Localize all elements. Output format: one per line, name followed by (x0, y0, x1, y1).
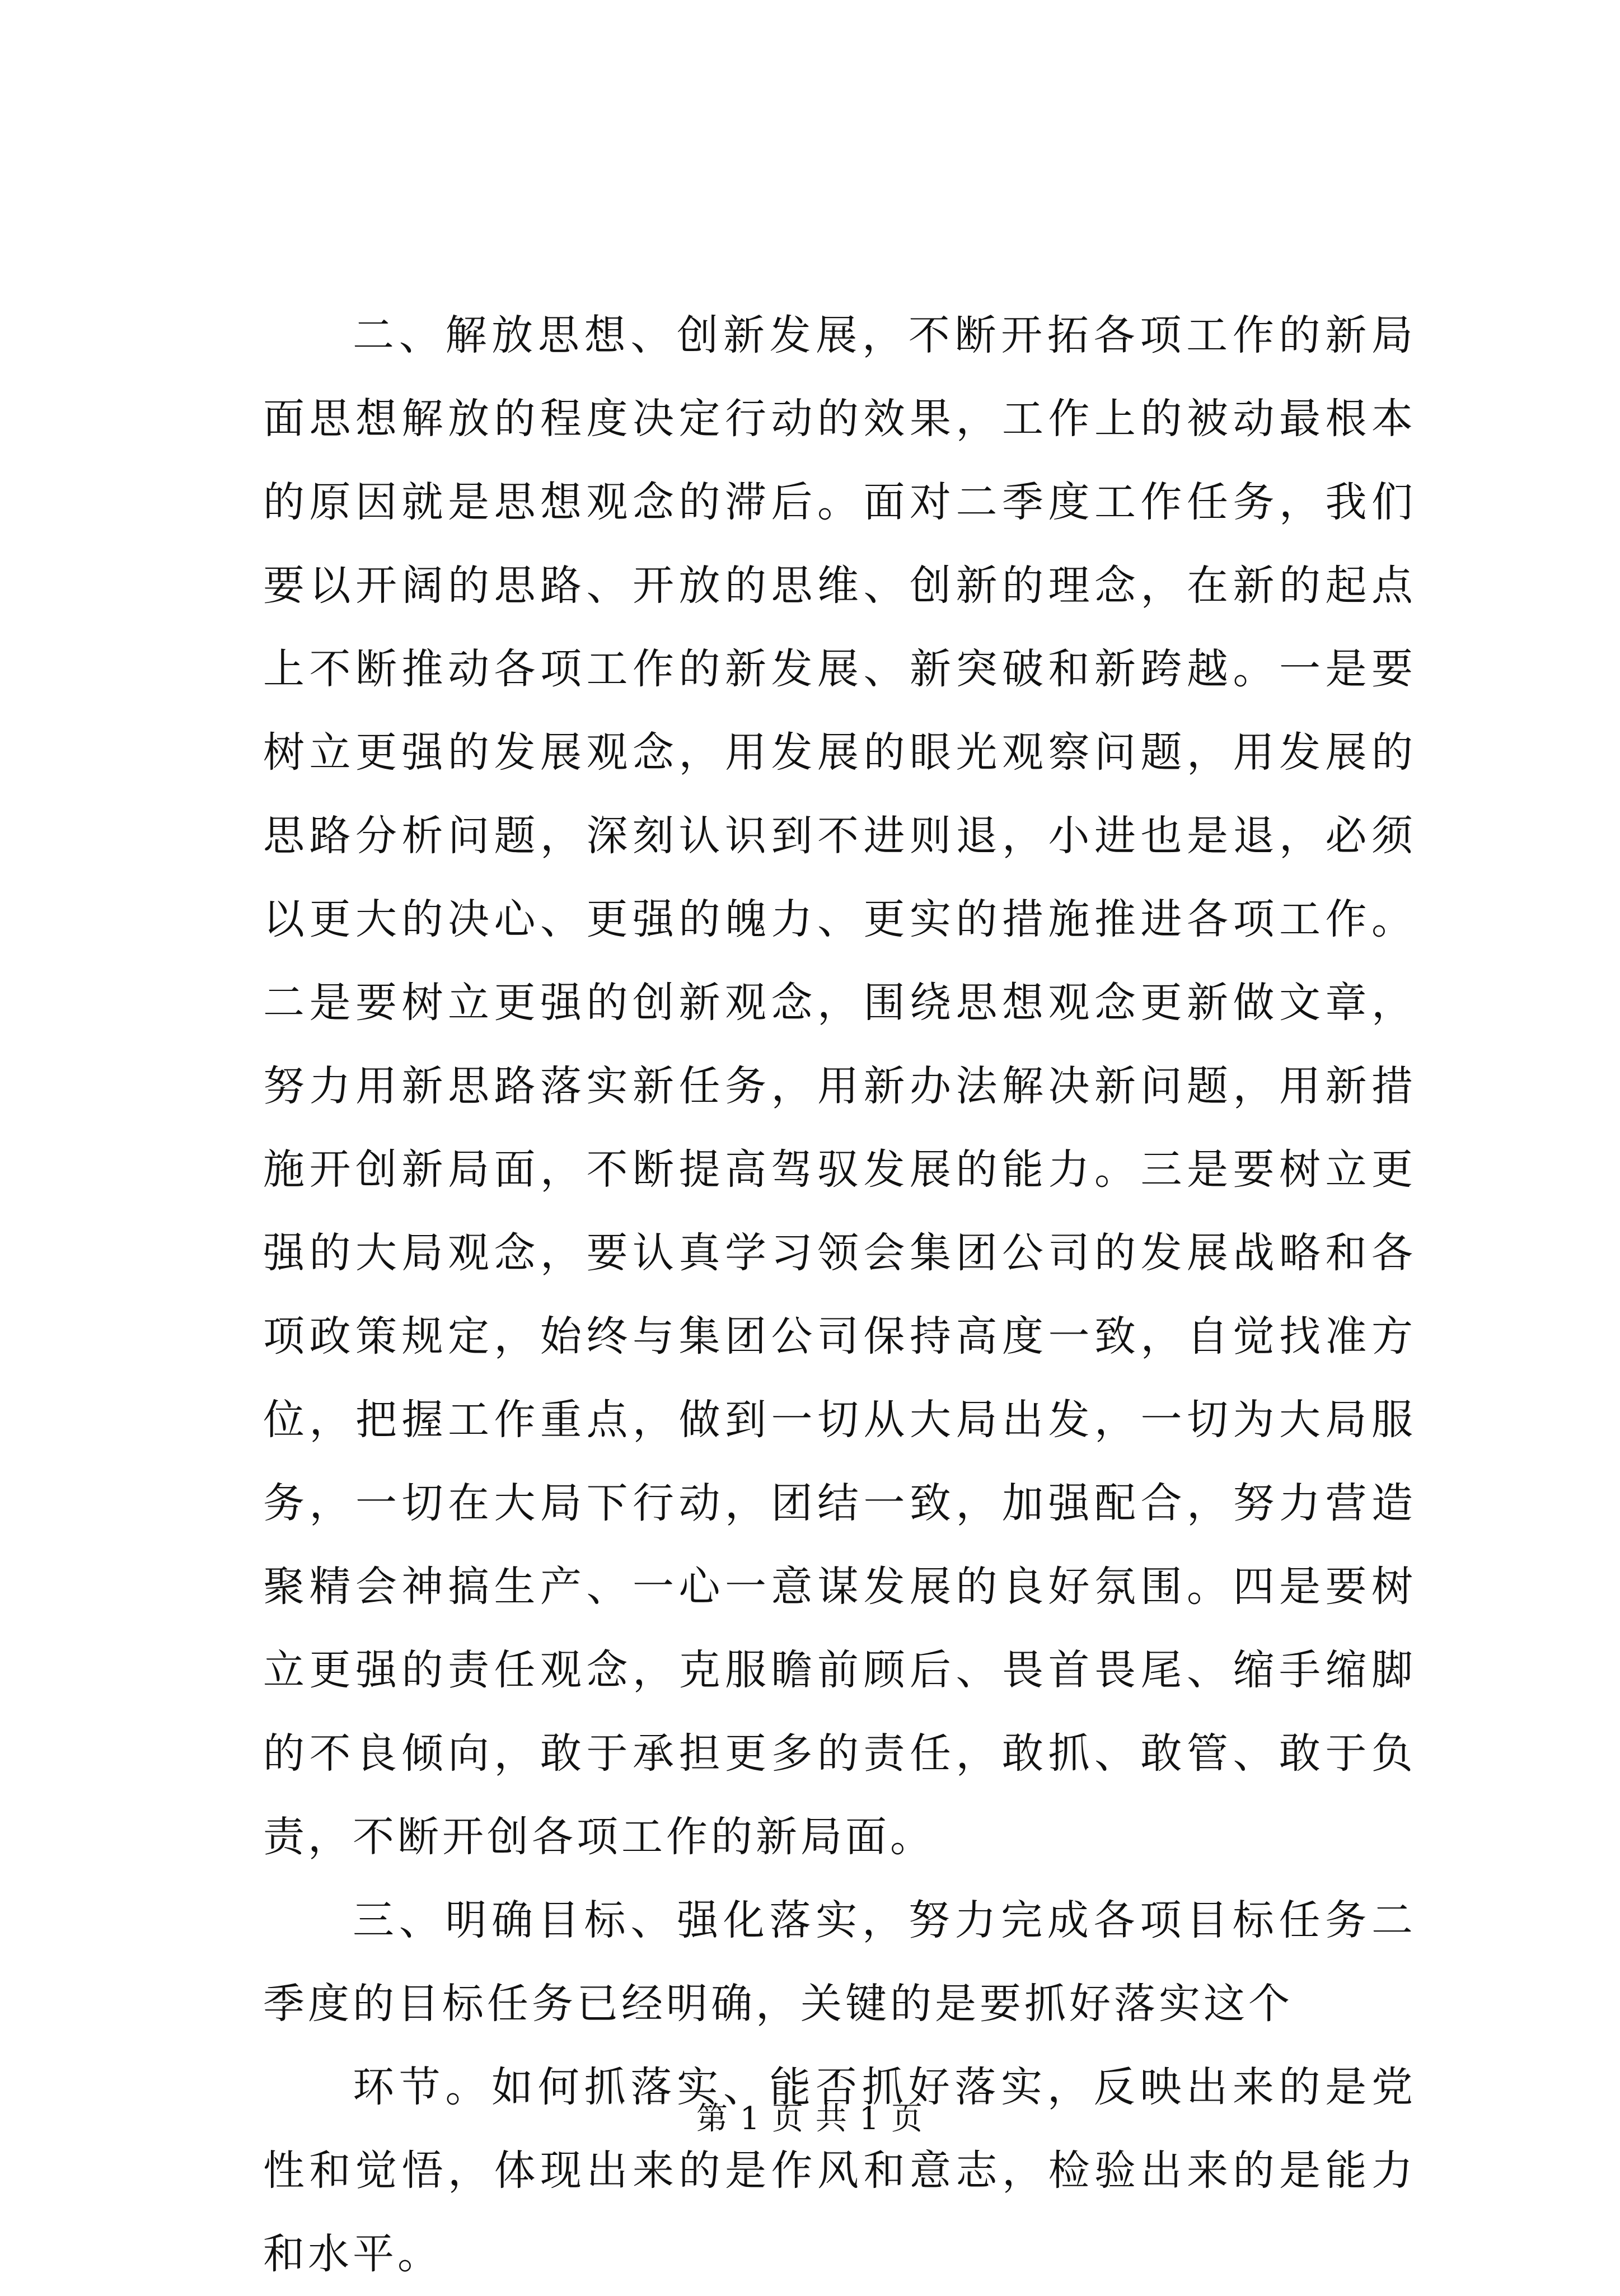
paragraph-section-three: 三、明确目标、强化落实，努力完成各项目标任务二季度的目标任务已经明确，关键的是要抓好落实这个 (263, 1896, 1416, 2028)
page-footer: 第 1 页 共 1 页 (696, 2101, 924, 2137)
paragraph-section-two: 二、解放思想、创新发展，不断开拓各项工作的新局面思想解放的程度决定行动的效果，工作上的被动最根本的原因就是思想观念的滞后。面对二季度工作任务，我们要以开阔的思路、开放的思维、创新的理念，在新的起点上不断推动各项工作的新发展、新突破和新跨越。一是要树立更强的发展观念，用发展的眼光观察问题，用发展的思路分析问题，深刻认识到不进则退，小进也是退，必须以更大的决心、更强的魄力、更实的措施推进各项工作。二是要树立更强的创新观念，围绕思想观念更新做文章，努力用新思路落实新任务，用新办法解决新问题，用新措施开创新局面，不断提高驾驭发展的能力。三是要树立更强的大局观念，要认真学习领会集团公司的发展战略和各项政策规定，始终与集团公司保持高度一致，自觉找准方位，把握工作重点，做到一切从大局出发，一切为大局服务，一切在大局下行动，团结一致，加强配合，努力营造聚精会神搞生产、一心一意谋发展的良好氛围。四是要树立更强的责任观念，克服瞻前顾后、畏首畏尾、缩手缩脚的不良倾向，敢于承担更多的责任，敢抓、敢管、敢于负责，不断开创各项工作的新局面。 (263, 311, 1416, 1861)
document-body (263, 294, 1416, 2296)
paragraph-section-three-continued: 环节。如何抓落实、能否抓好落实，反映出来的是党性和觉悟，体现出来的是作风和意志，检验出来的是能力和水平。 (263, 2063, 1416, 2278)
